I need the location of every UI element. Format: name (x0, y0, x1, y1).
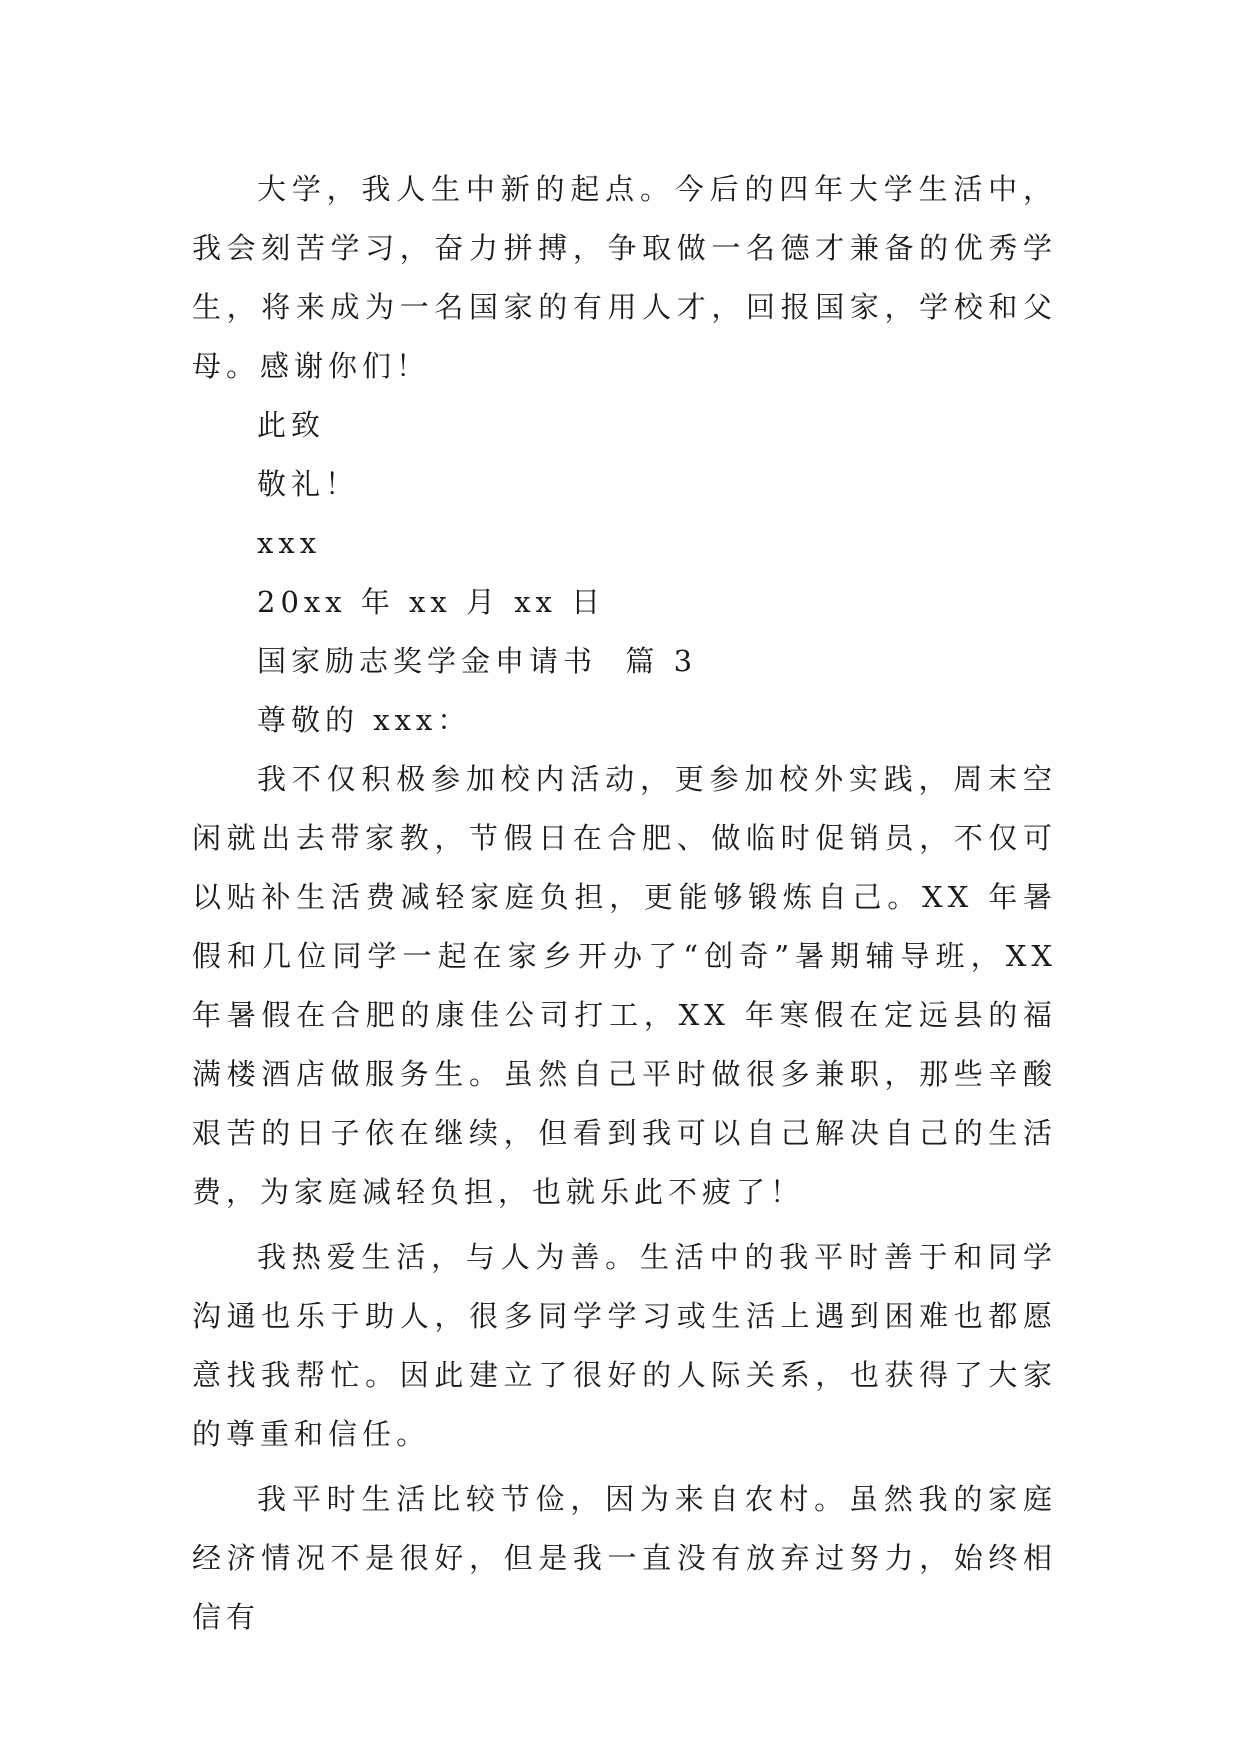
salutation: 尊敬的 xxx： (257, 703, 472, 737)
closing-line: 此致 (257, 408, 326, 442)
date-line: 20xx 年 xx 月 xx 日 (257, 585, 606, 619)
body-paragraph: 我不仅积极参加校内活动，更参加校外实践，周末空闲就出去带家教，节假日在合肥、做临时促销员，不仅可以贴补生活费减轻家庭负担，更能够锻炼自己。XX 年暑假和几位同学一起在家乡开办了“创奇”暑期辅导班，XX 年暑假在合肥的康佳公司打工，XX 年寒假在定远县的福满楼酒店做服务生。虽然自己平时做很多兼职，那些辛酸艰苦的日子依在继续，但看到我可以自己解决自己的生活费，为家庭减轻负担，也就乐此不疲了！ (192, 762, 1057, 1209)
body-paragraph: 大学，我人生中新的起点。今后的四年大学生活中，我会刻苦学习，奋力拼搏，争取做一名德才兼备的优秀学生，将来成为一名国家的有用人才，回报国家，学校和父母。感谢你们！ (192, 172, 1057, 383)
closing-line: 敬礼！ (257, 467, 360, 501)
document-page (192, 160, 1057, 1647)
body-paragraph: 我热爱生活，与人为善。生活中的我平时善于和同学沟通也乐于助人，很多同学学习或生活上遇到困难也都愿意找我帮忙。因此建立了很好的人际关系，也获得了大家的尊重和信任。 (192, 1240, 1057, 1451)
signature: xxx (257, 526, 322, 560)
section-title: 国家励志奖学金申请书 篇 3 (257, 644, 698, 678)
body-paragraph: 我平时生活比较节俭，因为来自农村。虽然我的家庭经济情况不是很好，但是我一直没有放弃过努力，始终相信有 (192, 1482, 1057, 1634)
